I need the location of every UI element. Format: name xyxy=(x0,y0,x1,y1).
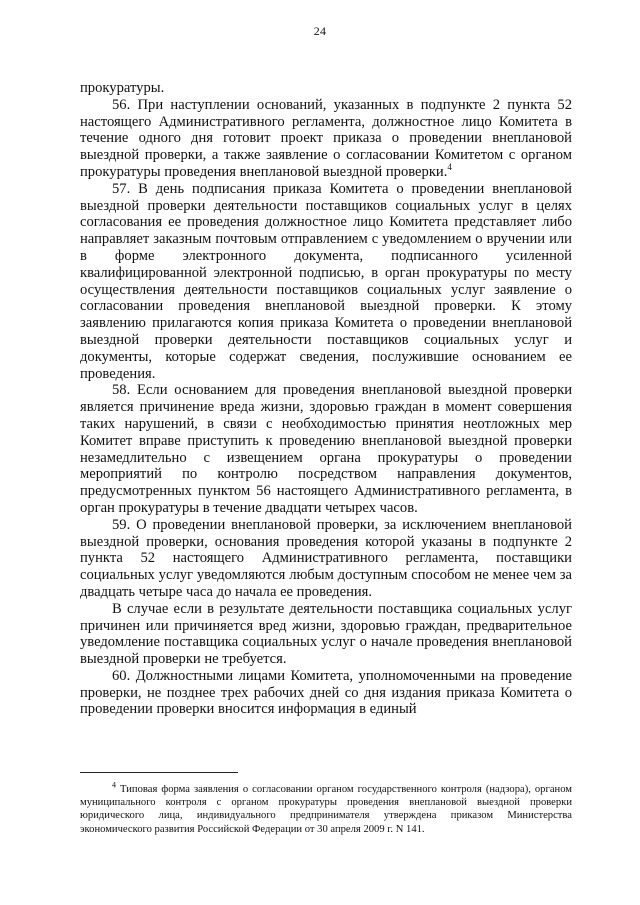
paragraph-56 xyxy=(80,97,572,181)
footnote-text: Типовая форма заявления о согласовании органом государственного контроля (надзора), органом муниципального контроля с органом прокуратуры проведения внеплановой выездной проверки юридического лица, индивидуального предпринимателя утверждена приказом Министерства экономического развития Российской Федерации от 30 апреля 2009 г. N 141. xyxy=(80,784,572,835)
paragraph-57: 57. В день подписания приказа Комитета о проведении внеплановой выездной проверки деятельности поставщиков социальных услуг в целях согласования ее проведения должностное лицо Комитета представляет либо направляет заказным почтовым отправлением с уведомлением о вручении или в форме электронного документа, подписанного усиленной квалифицированной электронной подписью, в орган прокуратуры по месту осуществления деятельности поставщиков социальных услуг заявление о согласовании проведения внеплановой выездной проверки. К этому заявлению прилагаются копия приказа Комитета о проведении внеплановой выездной проверки деятельности поставщиков социальных услуг и документы, которые содержат сведения, послужившие основанием ее проведения. xyxy=(80,180,572,382)
paragraph-continuation: прокуратуры. xyxy=(80,80,165,96)
body-text xyxy=(80,80,572,718)
footnote-reference[interactable]: 4 xyxy=(447,162,452,173)
paragraph-58: 58. Если основанием для проведения внеплановой выездной проверки является причинение вреда жизни, здоровью граждан в момент совершения таких нарушений, в связи с необходимостью принятия неотложных мер Комитет вправе приступить к проведению внеплановой выездной проверки незамедлительно с извещением органа прокуратуры о проведении мероприятий по контролю посредством направления документов, предусмотренных пунктом 56 настоящего Административного регламента, в орган прокуратуры в течение двадцати четырех часов. xyxy=(80,382,572,516)
paragraph-60: 60. Должностными лицами Комитета, уполномоченными на проведение проверки, не позднее трех рабочих дней со дня издания приказа Комитета о проведении проверки вносится информация в единый xyxy=(80,667,572,718)
paragraph-56-text: 56. При наступлении оснований, указанных в подпункте 2 пункта 52 настоящего Административного регламента, должностное лицо Комитета в течение одного дня готовит проект приказа о проведении внеплановой выездной проверки, а также заявление о согласовании Комитетом с органом прокуратуры проведения внеплановой выездной проверки. xyxy=(80,96,572,180)
paragraph-59-note: В случае если в результате деятельности поставщика социальных услуг причинен или причиняется вред жизни, здоровью граждан, предварительное уведомление поставщика социальных услуг о начале проведения внеплановой выездной проверки не требуется. xyxy=(80,600,572,668)
footnote-marker: 4 xyxy=(112,780,116,790)
footnote-separator xyxy=(80,772,238,773)
paragraph-59: 59. О проведении внеплановой проверки, за исключением внеплановой выездной проверки, основания проведения которой указаны в подпункте 2 пункта 52 настоящего Административного регламента, поставщики социальных услуг уведомляются любым доступным способом не менее чем за двадцать четыре часа до начала ее проведения. xyxy=(80,516,572,600)
footnote xyxy=(80,780,572,836)
page-number: 24 xyxy=(313,24,327,38)
